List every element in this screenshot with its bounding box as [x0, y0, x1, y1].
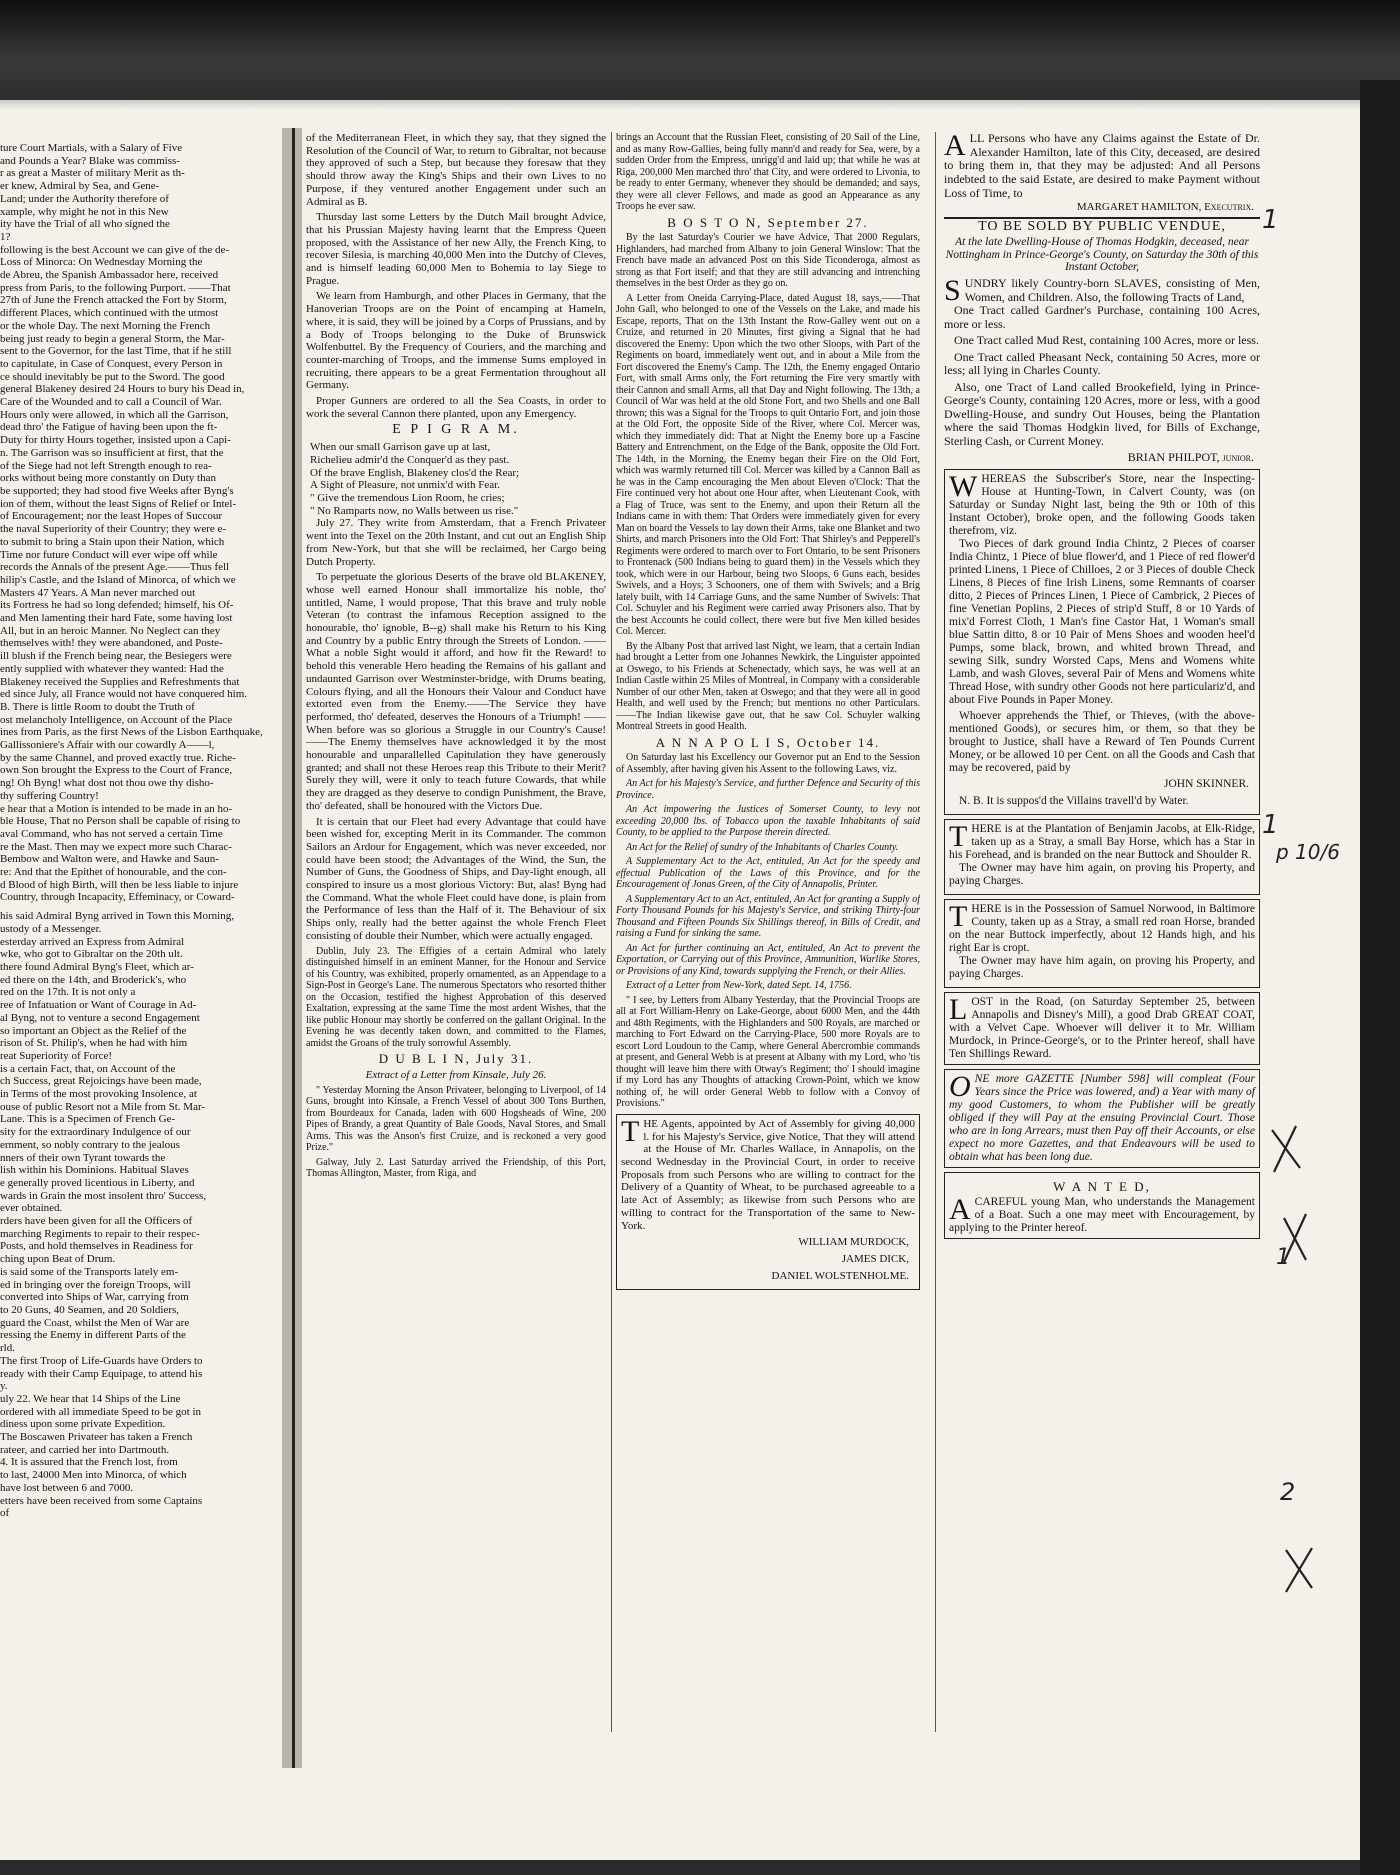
text-line: own Son brought the Express to the Court of France,	[0, 764, 233, 777]
ad-text: NE more GAZETTE [Number 598] will compleat (Four Years since the Price was lowered, and) a Year with many of my good Customers, to whom the Publisher will be greatly obliged if they will Pay at the ensuing Provincial Court. Those who are in long Arrears, must then Pay off their Accounts, or else expect no more Gazettes, and that Endeavours will be used to obtain what has been long due.	[949, 1072, 1255, 1163]
text-line: by the same Channel, and proved exactly true. Riche-	[0, 751, 236, 764]
signer: DANIEL WOLSTENHOLME.	[771, 1269, 909, 1282]
text-line: its Fortress he had so long defended; himself, his Of-	[0, 599, 234, 612]
text-line: marching Regiments to repair to their respec-	[0, 1227, 200, 1240]
text-line: nners of their own Tyrant towards the	[0, 1151, 166, 1164]
text-line: ng! Oh Byng! what dost not thou owe thy disho-	[0, 777, 214, 790]
paragraph: Galway, July 2. Last Saturday arrived the Friendship, of this Port, Thomas Allington, Master, from Riga, and	[306, 1156, 606, 1179]
ad-text: One Tract called Mud Rest, containing 100 Acres, more or less.	[954, 333, 1259, 348]
text-line: ed there on the 14th, and Broderick's, who	[0, 973, 187, 986]
text-line: to last, 24000 Men into Minorca, of which	[0, 1469, 187, 1482]
paragraph: To perpetuate the glorious Deserts of the brave old BLAKENEY, whose well earned Honour shall immortalize his noble, tho' untitled, Name, I would propose, That this brave and truly noble Veteran (to contrast the infamous Reception assigned to the honourable, tho' ignoble, B--g) shall make his Return to his King and Country by a public Entry through the Streets of London. ——What a noble Sight would it afford, and how fit the Reward! to behold this venerable Hero heading the Remains of his gallant and undaunted Garrison over Westminster-bridge, with Drums beating, Colours flying, and all the Honours their Valour and Conduct have extorted even from the Enemy.——The Service they have performed, tho' defeated, deserves the Honours of a Triumph! ——When before was so glorious a Struggle in our Country's Cause!——The Enemy themselves have acknowledged it by the most honourable and unparallelled Capitulation they have generously granted; and shall not these Heroes reap this Tribute to their Merit? Surely they will, were it only to teach future Cowards, that while they are dragged as they deserve to condign Punishment, the Brave, tho' defeated, shall be honoured with the Victors Due.	[306, 571, 606, 812]
ad-text: Whoever apprehends the Thief, or Thieves, (with the above-mentioned Goods), or secures him, or them, so that they be brought to Justice, shall have a Reward of Ten Pounds Current Money, or be allowed 10 per Cent. on all the Goods and Cash that may be recovered, paid by	[949, 709, 1255, 774]
text-line: diness upon some private Expedition.	[0, 1418, 166, 1431]
text-line: press from Paris, to the following Purport. ——That	[0, 281, 231, 294]
text-line: ost melancholy Intelligence, on Account of the Place	[0, 713, 233, 726]
law-title: A Supplementary Act to an Act, entituled, An Act for granting a Supply of Forty Thousand Pounds for his Majesty's Service, and striking Thirty-four Thousand and Fifteen Pounds Six Shillings thereof, in Bills of Credit, and raising a Fund for sinking the same.	[616, 893, 920, 940]
handwritten-mark: 1	[1276, 1245, 1290, 1270]
paragraph: July 27. They write from Amsterdam, that a French Privateer went into the Texel on the 20th Instant, and cut out an English Ship from New-York, but that she will be reclaimed, her Cargo being Dutch Property.	[306, 517, 606, 568]
paragraph: " I see, by Letters from Albany Yesterday, that the Provincial Troops are all at Fort William-Henry on Lake-George, about 6000 Men, and the 44th and 48th Regiments, with the Highlanders and 500 Royals, are marched or marching to Fort Edward on the Carrying-Place, 500 more Royals are to escort Lord Loudoun to the Camp, where General Abercrombie commands at present, and General Webb is at present at Albany with my Lord, who 'tis thought will leave him there with Otway's Regiment; tho' I should imagine if my Lord has any Thoughts of attacking Crown-Point, which we know nothing of, he will order General Webb to follow with a Convoy of Provisions."	[616, 994, 920, 1110]
text-line: different Places, which continued with the utmost	[0, 307, 219, 320]
text-line: wke, who got to Gibraltar on the 20th ult.	[0, 948, 183, 961]
text-line: is said some of the Transports lately em-	[0, 1265, 179, 1278]
ad-text: One Tract called Pheasant Neck, containing 50 Acres, more or less; all lying in Charles County.	[944, 349, 1260, 378]
text-line: ion of them, without the least Signs of Relief or Intel-	[0, 497, 237, 510]
text-line: Loss of Minorca: On Wednesday Morning the	[0, 256, 203, 269]
text-line: ity have the Trial of all who signed the	[0, 218, 170, 231]
text-line: aval Command, who has not served a certain Time	[0, 827, 223, 840]
signer: WILLIAM MURDOCK,	[798, 1236, 909, 1249]
text-line: n. The Garrison was so insufficient at first, that the	[0, 446, 224, 459]
text-line: de Abreu, the Spanish Ambassador here, received	[0, 269, 219, 282]
text-line: ently supplied with whatever they wanted: Had the	[0, 662, 224, 675]
ad-text: HEREAS the Subscriber's Store, near the Inspecting-House at Hunting-Town, in Calvert County, was (on Saturday or Sunday Night last, being the 9th or 10th of this Instant October), broke open, and the following Goods taken therefrom, viz.	[949, 472, 1255, 537]
handwritten-mark: 2	[1280, 1478, 1296, 1506]
text-line: e generally proved licentious in Liberty, and	[0, 1176, 195, 1189]
text-line: general Blakeney desired 24 Hours to bury his Dead in,	[0, 383, 245, 396]
text-line: Hours only were allowed, in which all the Garrison,	[0, 408, 229, 421]
dateline: A N N A P O L I S, October 14.	[655, 734, 881, 750]
text-line: sent to the Governor, for the last Time, that if he still	[0, 345, 232, 358]
paragraph: By the last Saturday's Courier we have Advice, That 2000 Regulars, Highlanders, had marched from Albany to join General Winslow: That the French have made an advanced Post on this Side Ticonderoga, almost as strong as that Fort itself; and that they are still advancing and intrenching themselves in the best Order as they go on.	[616, 232, 920, 290]
text-line: Time nor future Conduct will ever wipe off while	[0, 548, 218, 561]
text-line: themselves with! they were abandoned, and Poste-	[0, 637, 223, 650]
signature: JOHN SKINNER.	[1164, 777, 1249, 790]
text-line: re the Mast. Then may we expect more such Charac-	[0, 840, 232, 853]
text-line: uly 22. We hear that 14 Ships of the Line	[0, 1392, 181, 1405]
text-line: being just ready to begin a general Storm, the Mar-	[0, 332, 225, 345]
text-line: Lane. This is a Specimen of French Ge-	[0, 1113, 176, 1126]
paragraph: brings an Account that the Russian Fleet, consisting of 20 Sail of the Line, and as many Row-Gallies, being fully mann'd and ready for Sea, were, by a sudden Order from the Empress, unrigg'd and laid up; that while he was at Riga, 200,000 Men marched thro' that City, and were ordered to Livonia, to be ready to enter Germany, whenever they should be demanded; and says, they were all clever Fellows, and made as good an Appearance as any Troops he ever saw.	[616, 132, 920, 212]
extract-heading: Extract of a Letter from Kinsale, July 26.	[365, 1068, 547, 1081]
text-line: e hear that a Motion is intended to be made in an ho-	[0, 802, 233, 815]
text-line: Bembow and Walton were, and Hawke and Saun-	[0, 853, 219, 866]
paragraph: By the Albany Post that arrived last Night, we learn, that a certain Indian had brought a Letter from one Johannes Newkirk, the Linguister appointed at Oswego, to his Friends at Schenectady, which says, he was well at an Indian Castle within 25 Miles of Montreal, in Company with a considerable Number of our other Men, taken at Oswego; and that they were all in good Health, and well used by the French; but mentions no other Particulars.——The Indian likewise gave out, that he saw Col. Schuyler walking Montreal Streets in good Health.	[616, 640, 920, 733]
ad-text: CAREFUL young Man, who understands the Management of a Boat. Such a one may meet with Encouragement, by applying to the Printer hereof.	[949, 1195, 1255, 1234]
drop-cap: T	[949, 899, 968, 933]
text-line: thy suffering Country!	[0, 789, 99, 802]
ad-heading: TO BE SOLD BY PUBLIC VENDUE,	[978, 219, 1226, 235]
paragraph: We learn from Hamburgh, and other Places in Germany, that the Hanoverian Troops are on the Point of encamping at Hameln, where, it is said, they will be joined by a Corps of Prussians, and by a Body of Troops belonging to the Duke of Brunswick Wolfenbuttel. By the Frequency of Couriers, and the marching and counter-marching of Troops, and the immense Sums employed in recruiting, there appears to be a great Fermentation throughout all Germany.	[306, 290, 606, 392]
ad-text: Two Pieces of dark ground India Chintz, 2 Pieces of coarser India Chintz, 1 Piece of blue flower'd, and 1 Piece of red flower'd printed Linens, 1 Piece of Chilloes, 2 or 3 Pieces of double Check Linens, 8 Pieces of fine Irish Linens, some Remnants of coarser ditto, 2 Pieces of Princes Linen, 1 Piece of Cambrick, 2 Pieces of fine Venetian Poplins, 2 Pieces of strip'd Stuff, 8 or 10 Yards of mix'd Forrest Cloth, 1 Man's fine Castor Hat, 1 Woman's small blue Sattin ditto, 8 or 10 Pair of Mens Shoes and wooden heel'd Pumps, some black, brown, and whited brown Thread, and sewing Silk, sundry Worsted Caps, Mens and Womens white Lamb, and wash Gloves, several Pair of Mens and Womens white Thread Hose, with sundry other Goods not here particulariz'd, and about Five Pounds in Paper Money.	[949, 537, 1255, 706]
drop-cap: L	[949, 992, 968, 1026]
text-line: re: And that the Epithet of honourable, and the con-	[0, 866, 227, 879]
text-line: of the Siege had not left Strength enough to rea-	[0, 459, 212, 472]
poem-line: " Give the tremendous Lion Room, he cries;	[310, 491, 505, 504]
signature: BRIAN PHILPOT, junior.	[1127, 450, 1254, 465]
text-line: ustody of a Messenger.	[0, 922, 102, 935]
text-line: y.	[0, 1380, 8, 1393]
text-line: Blakeney received the Supplies and Refreshments that	[0, 675, 240, 688]
paragraph: Proper Gunners are ordered to all the Sea Coasts, in order to work the several Cannon there planted, upon any Emergency.	[306, 395, 606, 420]
drop-cap: O	[949, 1069, 971, 1103]
drop-cap: T	[621, 1114, 640, 1148]
text-line: ble House, That no Person shall be capable of rising to	[0, 815, 241, 828]
text-line: ernment, so nobly contrary to the jealous	[0, 1138, 180, 1151]
ad-heading: W A N T E D,	[1053, 1178, 1151, 1194]
poem-line: Richelieu admir'd the Conquer'd as they past.	[310, 453, 510, 466]
text-line: of	[0, 1507, 10, 1520]
handwritten-mark: 1	[1262, 810, 1279, 840]
text-line: his said Admiral Byng arrived in Town this Morning,	[0, 910, 234, 923]
text-line: be supported; they had stood five Weeks after Byng's	[0, 484, 234, 497]
text-line: ever obtained.	[0, 1202, 63, 1215]
paragraph: Thursday last some Letters by the Dutch Mail brought Advice, that his Prussian Majesty having learnt that the Empress Queen proposed, with the Assistance of her new Ally, the French King, to recover Silesia, is marching 40,000 Men into the Dutchy of Cleves, and is himself leading 60,000 Men to Bohemia to lay Siege to Prague.	[306, 211, 606, 287]
x-mark-icon	[1272, 1126, 1312, 1592]
text-line: have lost between 6 and 7000.	[0, 1481, 134, 1494]
ad-text: Also, one Tract of Land called Brookefield, lying in Prince-George's County, containing 120 Acres, more or less, with a good Dwelling-House, and sundry Out Houses, being the Plantation where the said Thomas Hodgkin lived, for Bills of Exchange, Sterling Cash, or Current Money.	[944, 379, 1260, 448]
text-line: following is the best Account we can give of the de-	[0, 243, 230, 256]
poem-line: When our small Garrison gave up at last,	[310, 441, 491, 454]
text-line: red on the 17th. It is not only a	[0, 986, 136, 999]
text-line: ture Court Martials, with a Salary of Five	[0, 142, 183, 154]
text-line: orks without being more constantly on Duty than	[0, 472, 216, 485]
notice-text: HE Agents, appointed by Act of Assembly for giving 40,000 l. for his Majesty's Service, give Notice, That they will attend at the House of Mr. Charles Wallace, in Annapolis, on the second Wednesday in the Provincial Court, in order to receive Proposals from such Persons who are willing to contract for the Delivery of a Quantity of Wheat, to be purchased agreeable to a late Act of Assembly; as likewise from such Persons who are willing to contract for the Transportation of the same to New-York.	[621, 1117, 915, 1232]
text-line: or the whole Day. The next Morning the French	[0, 319, 211, 332]
signer: JAMES DICK,	[841, 1252, 909, 1265]
law-title: An Act for the Relief of sundry of the Inhabitants of Charles County.	[626, 841, 899, 853]
extract-heading: Extract of a Letter from New-York, dated Sept. 14, 1756.	[626, 980, 852, 992]
signature: MARGARET HAMILTON, Executrix.	[1076, 200, 1254, 213]
ad-text: UNDRY likely Country-born SLAVES, consisting of Men, Women, and Children. Also, the following Tracts of Land,	[964, 276, 1260, 304]
drop-cap: A	[944, 132, 966, 162]
text-line: rders have been given for all the Officers of	[0, 1215, 193, 1228]
text-line: to submit to bring a Stain upon their Nation, which	[0, 535, 225, 548]
law-title: An Act impowering the Justices of Somerset County, to levy not exceeding 20,000 lbs. of Tobacco upon the taxable Inhabitants of said County, to be applied to the Purpose therein directed.	[616, 804, 920, 839]
handwritten-mark: 1	[1262, 205, 1279, 235]
ad-text: The Owner may have him again, on proving his Property, and paying Charges.	[949, 954, 1255, 980]
text-line: the naval Superiority of their Country; they were e-	[0, 523, 227, 536]
text-line: Masters 47 Years. A Man never marched out	[0, 586, 196, 599]
text-line: al Byng, not to venture a second Engagement	[0, 1011, 200, 1024]
paragraph: " Yesterday Morning the Anson Privateer, belonging to Liverpool, of 14 Guns, brought into Kinsale, a French Vessel of about 300 Tons Burthen, from Bourdeaux for Canada, laden with 600 Hogsheads of Wine, 200 Pipes of Brandy, a great Quantity of Bale Goods, Naval Stores, and Small Arms. This was the Anson's first Cruize, and is reckoned a very good Prize."	[306, 1084, 606, 1153]
text-line: rld.	[0, 1342, 15, 1355]
dateline: D U B L I N, July 31.	[378, 1051, 534, 1067]
text-line: ready with their Camp Equipage, to attend his	[0, 1367, 203, 1380]
text-line: sity for the extraordinary Indulgence of our	[0, 1126, 191, 1139]
poem-line: A Sight of Pleasure, not unmix'd with Fear.	[310, 479, 500, 492]
text-line: The first Troop of Life-Guards have Orders to	[0, 1354, 203, 1367]
handwritten-mark: p 10/6	[1276, 840, 1340, 864]
text-line: Country, through Incapacity, Effeminacy, or Coward-	[0, 891, 235, 904]
poem-line: " No Ramparts now, no Walls between us rise."	[310, 504, 519, 517]
ad-subheading: At the late Dwelling-House of Thomas Hodgkin, deceased, near Nottingham in Prince-George's County, on Saturday the 30th of this Instant October,	[945, 235, 1259, 274]
text-line: rison of St. Philip's, when he had with him	[0, 1037, 188, 1050]
dateline: B O S T O N, September 27.	[667, 214, 869, 230]
text-line: of Encouragement; nor the least Hopes of Succour	[0, 510, 223, 523]
text-line: The Boscawen Privateer has taken a French	[0, 1431, 193, 1444]
text-line: ordered with all immediate Speed to be got in	[0, 1405, 202, 1418]
paragraph: Dublin, July 23. The Effigies of a certain Admiral who lately distinguished himself in an eminent Manner, for the Honour and Service of his Country, was exhibited, properly ornamented, as an Appendage to a Sign-Post in George's Lane. The numerous Spectators who resorted thither on the Occasion, testified the highest Approbation of this deserved Exaltation, expressing at the same Time the most ardent Wishes, that the like public Honour may shortly be conferred on the gallant Original. In the Evening he was decently taken down, and committed to the Flames, amidst the Groans of the truly sorrowful Assembly.	[306, 945, 606, 1049]
text-line: 4. It is assured that the French lost, from	[0, 1456, 178, 1469]
text-line: lish within his Dominions. Habitual Slaves	[0, 1164, 189, 1177]
text-line: r as great a Master of military Merit as th-	[0, 167, 185, 180]
drop-cap: W	[949, 469, 978, 503]
text-line: d Blood of high Birth, will then be less liable to injure	[0, 878, 239, 891]
text-line: converted into Ships of War, carrying from	[0, 1291, 189, 1304]
text-line: ines from Paris, as the first News of the Lisbon Earthquake,	[0, 726, 263, 739]
text-line: hilip's Castle, and the Island of Minorca, of which we	[0, 573, 236, 586]
text-line: B. There is little Room to doubt the Truth of	[0, 700, 195, 713]
law-title: An Act for further continuing an Act, entituled, An Act to prevent the Exportation, or Carrying out of this Province, Ammunition, Warlike Stores, or Provisions of any Kind, towards supplying the French, or their Allies.	[616, 942, 920, 977]
text-line: records the Annals of the present Age.——Thus fell	[0, 561, 230, 574]
ad-text: HERE is at the Plantation of Benjamin Jacobs, at Elk-Ridge, taken up as a Stray, a small Bay Horse, which has a Star in his Forehead, and is branded on the near Buttock and Shoulder R.	[949, 822, 1255, 861]
text-line: ed in bringing over the foreign Troops, will	[0, 1278, 191, 1291]
ad-text: OST in the Road, (on Saturday September 25, between Annapolis and Disney's Mill), a good Drab GREAT COAT, with a Velvet Cape. Whoever will deliver it to Mr. William Murdock, in Prince-George's, or to the Printer hereof, shall have Ten Shillings Reward.	[949, 995, 1255, 1060]
notice-text: LL Persons who have any Claims against the Estate of Dr. Alexander Hamilton, late of this City, deceased, are desired to bring them in, that they may be adjusted: And all Persons indebted to the said Estate, are desired to make Payment without Loss of Time, to	[944, 132, 1260, 200]
text-line: er knew, Admiral by Sea, and Gene-	[0, 180, 160, 193]
text-line: there found Admiral Byng's Fleet, which ar-	[0, 961, 194, 973]
text-line: ree of Infatuation or Want of Courage in Ad-	[0, 999, 197, 1012]
text-line: and Pounds a Year? Blake was commiss-	[0, 154, 180, 167]
text-line: 1?	[0, 230, 11, 243]
text-line: to capitulate, in Case of Conquest, every Person in	[0, 357, 223, 370]
paragraph: A Letter from Oneida Carrying-Place, dated August 18, says,——That John Gall, who belonged to one of the Vessels on the Lake, and made his Escape, reports, That on the 13th Instant the Row-Galley went out on a Cruize, and returned in 20 Minutes, first giving a Signal that he had discovered the Enemy: Upon which the two other Sloops, with Part of the Regiments on board, immediately went out, and in about a Mile from the Fort discovered the Enemy's Camp. The 12th, the Enemy engaged Ontario Fort, with small Arms only, the Fort returning the Fire very smartly with their Cannon and small Arms, all that Day and Night following. The 13th, a Council of War was held at the old Stone Fort, and two Shells and one Ball thrown; this was a Signal for the Troops to quit Ontario Fort, and join those at the Old Fort, the opposite Side of the River, where Col. Mercer was, which they immediately did: That at Night the Enemy bore up a Fascine Battery and Entrenchment, on the Edge of the Bank, opposite the Old Fort. The 14th, in the Morning, the Enemy began their Fire on the Old Fort, which was warmly returned till Col. Mercer was killed by a Cannon Ball as he was in the Camp encouraging the Men about Eleven o'Clock: That the Fire continued very hot about one Hour after, when Lieutenant Cook, with a Flag of Truce, was sent to the Enemy, and upon their Return all the Indians came in with them: That Orders were immediately given for every Man on board the Vessels to lay down their Arms, take one Blanket and two Shirts, and march Prisoners into the Old Fort: That Shirley's and Pepperell's Regiments were ordered to march over to Fort Ontario, to be sent Prisoners to Frontenack (500 Indians being to guard them) in the Vessels which they took, which were in our Harbour, being two Sloops, 6 Guns each, besides Swivels, and a Hoys; 3 Schooners, one of them with Swivels; and a Brig lately built, with 14 Carriage Guns, and the same Number of Swivels: That Col. Schuyler and his Regiment were carried away Prisoners also. That by the best Accounts he could collect, there were but five Men killed besides Col. Mercer.	[616, 292, 920, 638]
text-line: so important an Object as the Relief of the	[0, 1024, 187, 1037]
ad-text: N. B. It is suppos'd the Villains travell'd by Water.	[959, 794, 1189, 807]
drop-cap: S	[944, 274, 961, 308]
paragraph: On Saturday last his Excellency our Governor put an End to the Session of Assembly, after having given his Assent to the following Laws, viz.	[616, 752, 920, 775]
text-line: ch Success, great Rejoicings have been made,	[0, 1075, 202, 1088]
text-line: Duty for thirty Hours together, insisted upon a Capi-	[0, 434, 231, 447]
text-line: ce should inevitably be put to the Sword. The good	[0, 370, 225, 383]
law-title: An Act for his Majesty's Service, and further Defence and Security of this Province.	[616, 778, 920, 801]
paragraph: It is certain that our Fleet had every Advantage that could have been wished for, excepting Merit in its Commander. The common Sailors an Ardour for Engagement, which was never exceeded, nor could have been stood; the Advantages of the Wind, the Sun, the Number of Guns, the Goodness of Ships, and Day-light enough, all conspired to insure us a most glorious Victory: But, alas! Byng had the Command. What the whole Fleet could have done, is plain from the Performance of less than the Half of it. The Behaviour of six Ships only, really had the better against the whole French Fleet consisting of double their Number, which were actually engaged.	[306, 815, 606, 942]
text-line: wards in Grain the most insolent thro' Success,	[0, 1189, 207, 1202]
text-line: rateer, and carried her into Dartmouth.	[0, 1443, 170, 1456]
text-line: guard the Coast, whilst the Men of War are	[0, 1316, 190, 1329]
ad-text: The Owner may have him again, on proving his Property, and paying Charges.	[949, 861, 1255, 887]
text-line: to 20 Guns, 40 Seamen, and 20 Soldiers,	[0, 1303, 180, 1316]
drop-cap: T	[949, 819, 968, 853]
paragraph: of the Mediterranean Fleet, in which they say, that they signed the Resolution of the Council of War, to return to Gibraltar, not because they approved of such a Step, but because they foresaw that they should throw away the King's Ships and their own Lives to no Purpose, if they ventured another Engagement under such an Admiral as B.	[306, 132, 606, 208]
text-line: ill blush if the French being near, the Besiegers were	[0, 650, 232, 663]
law-title: A Supplementary Act to the Act, entituled, An Act for the speedy and effectual Publication of the Laws of this Province, and for the Encouragement of Jonas Green, of the City of Annapolis, Printer.	[616, 856, 920, 891]
text-line: Gallissoniere's Affair with our cowardly A——l,	[0, 739, 215, 752]
text-line: xample, why might he not in this New	[0, 205, 169, 218]
text-line: Land; under the Authority therefore of	[0, 192, 169, 205]
text-line: 27th of June the French attacked the Fort by Storm,	[0, 294, 227, 307]
ad-text: One Tract called Gardner's Purchase, containing 100 Acres, more or less.	[944, 303, 1260, 331]
epigram-title: E P I G R A M.	[392, 422, 520, 438]
text-line: reat Superiority of Force!	[0, 1049, 113, 1062]
drop-cap: A	[949, 1192, 971, 1226]
text-line: ching upon Beat of Drum.	[0, 1253, 116, 1266]
text-line: Posts, and hold themselves in Readiness for	[0, 1240, 193, 1253]
text-line: in Terms of the most provoking Insolence, at	[0, 1088, 197, 1101]
text-line: etters have been received from some Captains	[0, 1494, 203, 1507]
text-line: and Men lamenting their hard Fate, some having lost	[0, 612, 233, 625]
poem-line: Of the brave English, Blakeney clos'd the Rear;	[310, 466, 520, 479]
text-line: ed since July, all France would not have conquered him.	[0, 688, 248, 701]
text-line: is a certain Fact, that, on Account of the	[0, 1062, 176, 1075]
ad-text: HERE is in the Possession of Samuel Norwood, in Baltimore County, taken up as a Stray, a small red roan Horse, branded on the near Buttock imperfectly, about 12 Hands high, and his right Ear is cropt.	[949, 902, 1255, 954]
text-line: Care of the Wounded and to call a Council of War.	[0, 396, 222, 409]
text-line: esterday arrived an Express from Admiral	[0, 935, 185, 948]
text-line: ressing the Enemy in different Parts of the	[0, 1329, 186, 1342]
text-line: ouse of public Resort not a Mile from St. Mar-	[0, 1100, 206, 1113]
text-line: All, but in an heroic Manner. No Neglect can they	[0, 624, 221, 637]
text-line: dead thro' the Fatigue of having been upon the ft-	[0, 421, 218, 434]
